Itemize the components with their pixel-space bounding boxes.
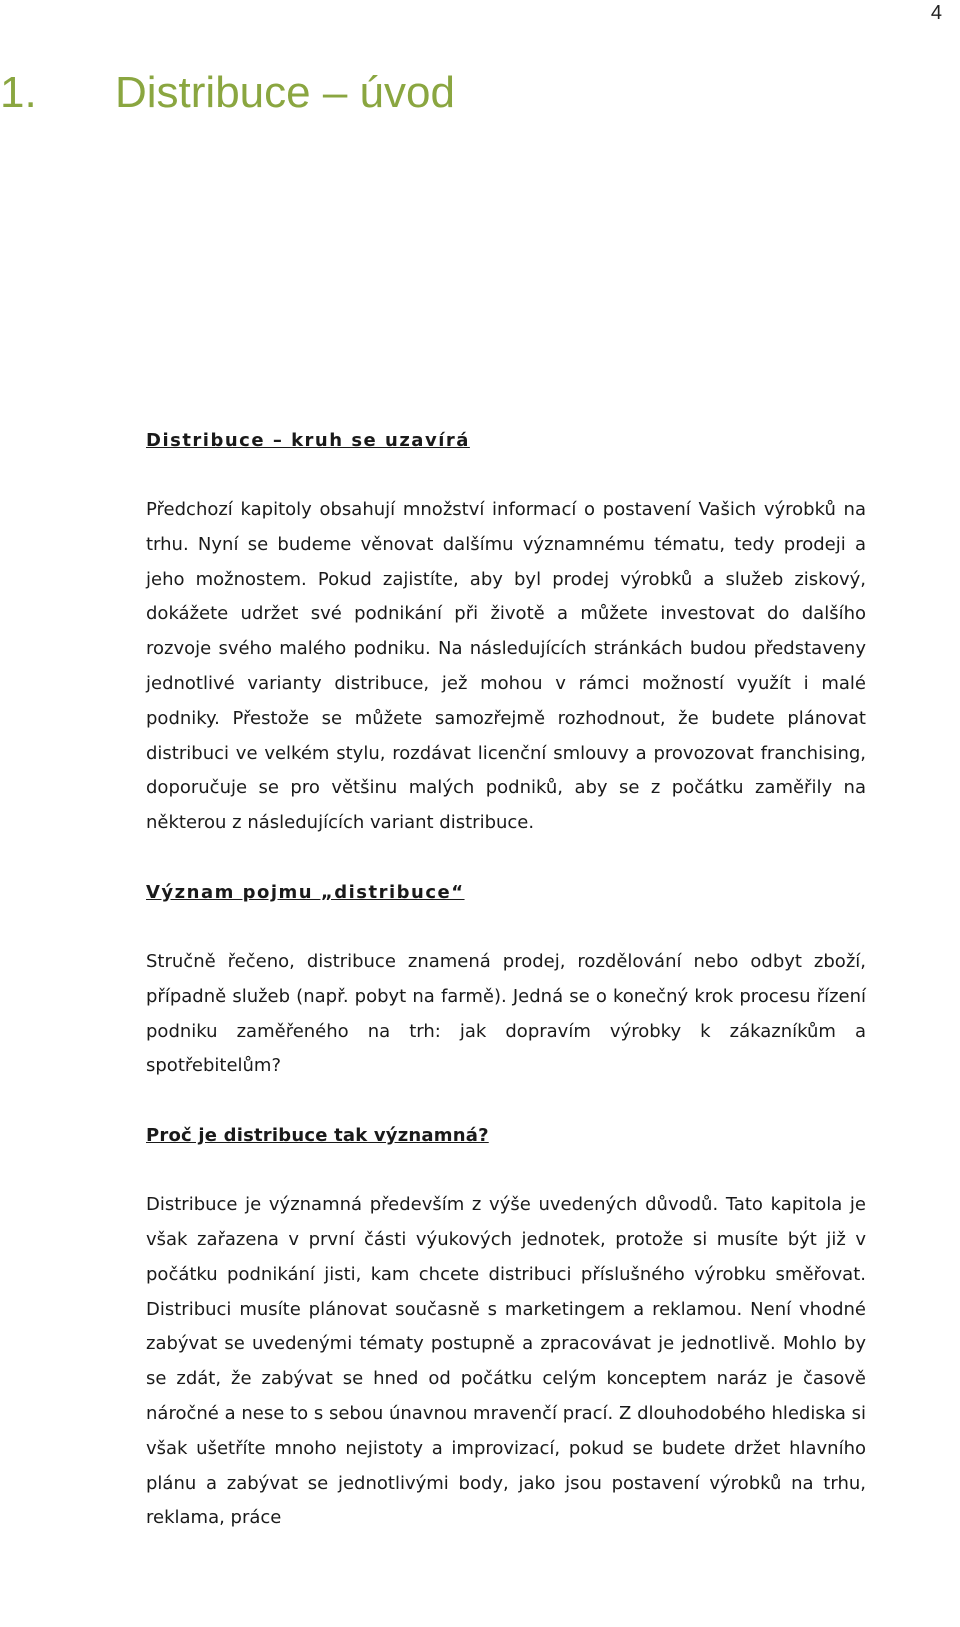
- chapter-heading: [0, 68, 455, 118]
- section-title-proc-vyznamna: Proč je distribuce tak významná?: [146, 1125, 489, 1147]
- chapter-number: 1.: [0, 68, 37, 117]
- document-body: [146, 424, 866, 1536]
- page-number: 4: [930, 2, 942, 24]
- section-text-proc-vyznamna: Distribuce je významná především z výše uvedených důvodů. Tato kapitola je však zařazena v první části výukových jednotek, protože si musíte být již v počátku podnikání jisti, kam chcete distribuci příslušného výrobku směřovat. Distribuci musíte plánovat současně s marketingem a reklamou. Není vhodné zabývat se uvedenými tématy postupně a zpracovávat je jednotlivě. Mohlo by se zdát, že zabývat se hned od počátku celým konceptem naráz je časově náročné a nese to s sebou únavnou mravenčí prací. Z dlouhodobého hlediska si však ušetříte mnoho nejistoty a improvizací, pokud se budete držet hlavního plánu a zabývat se jednotlivými body, jako jsou postavení výrobků na trhu, reklama, práce: [146, 1194, 866, 1529]
- section-text-vyznam-pojmu: Stručně řečeno, distribuce znamená prodej, rozdělování nebo odbyt zboží, případně služeb (např. pobyt na farmě). Jedná se o konečný krok procesu řízení podniku zaměřeného na trh: jak dopravím výrobky k zákazníkům a spotřebitelům?: [146, 950, 866, 1077]
- section-title-vyznam-pojmu: Význam pojmu „distribuce“: [146, 881, 465, 903]
- section-title-kruh: Distribuce – kruh se uzavírá: [146, 430, 470, 451]
- chapter-title: Distribuce – úvod: [115, 68, 455, 117]
- section-text-kruh: Předchozí kapitoly obsahují množství informací o postavení Vašich výrobků na trhu. Nyní se budeme věnovat dalšímu významnému tématu, tedy prodeji a jeho možnostem. Pokud zajistíte, aby byl prodej výrobků a služeb ziskový, dokážete udržet své podnikání při životě a můžete investovat do dalšího rozvoje svého malého podniku. Na následujících stránkách budou představeny jednotlivé varianty distribuce, jež mohou v rámci možností využít i malé podniky. Přestože se můžete samozřejmě rozhodnout, že budete plánovat distribuci ve velkém stylu, rozdávat licenční smlouvy a provozovat franchising, doporučuje se pro většinu malých podniků, aby se z počátku zaměřily na některou z následujících variant distribuce.: [146, 499, 866, 834]
